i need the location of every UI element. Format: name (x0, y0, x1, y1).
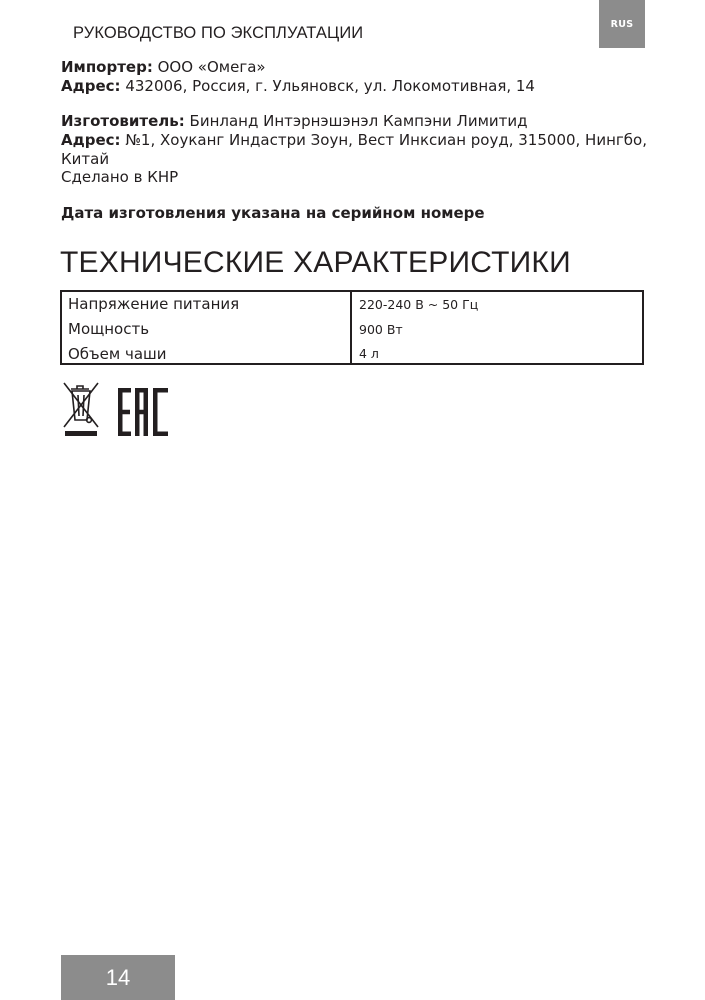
spec-value: 900 Вт (359, 322, 403, 337)
importer-name: ООО «Омега» (157, 58, 266, 76)
manufacturer-label: Изготовитель: (61, 112, 185, 130)
manufacturer-address-label: Адрес: (61, 131, 121, 149)
eac-mark (118, 388, 170, 436)
importer-address-label: Адрес: (61, 77, 121, 95)
importer-address: 432006, Россия, г. Ульяновск, ул. Локомотивная, 14 (125, 77, 535, 95)
manufacturer-address: №1, Хоуканг Индастри Зоун, Вест Инксиан роуд, 315000, Нингбо, (125, 131, 647, 149)
spec-label: Напряжение питания (68, 295, 240, 313)
manufacturer-line (61, 112, 528, 131)
manufacturer-name: Бинланд Интэрнэшэнэл Кампэни Лимитид (189, 112, 528, 130)
page-number: 14 (61, 955, 175, 1000)
importer-address-line (61, 77, 535, 96)
spec-table-divider (350, 290, 352, 365)
spec-value: 4 л (359, 346, 379, 361)
importer-line (61, 58, 266, 77)
header-title: РУКОВОДСТВО ПО ЭКСПЛУАТАЦИИ (73, 24, 364, 42)
manufacturer-address-line2: Китай (61, 150, 110, 168)
origin-text: Сделано в КНР (61, 168, 179, 186)
language-badge: RUS (599, 0, 645, 48)
spec-label: Объем чаши (68, 345, 167, 363)
spec-label: Мощность (68, 320, 150, 338)
manufacturer-address-line (61, 131, 647, 150)
importer-label: Импортер: (61, 58, 153, 76)
specs-title: ТЕХНИЧЕСКИЕ ХАРАКТЕРИСТИКИ (60, 246, 571, 279)
date-note: Дата изготовления указана на серийном номере (61, 204, 485, 222)
spec-value: 220-240 В ~ 50 Гц (359, 297, 479, 312)
crossed-bin-icon (60, 380, 102, 438)
